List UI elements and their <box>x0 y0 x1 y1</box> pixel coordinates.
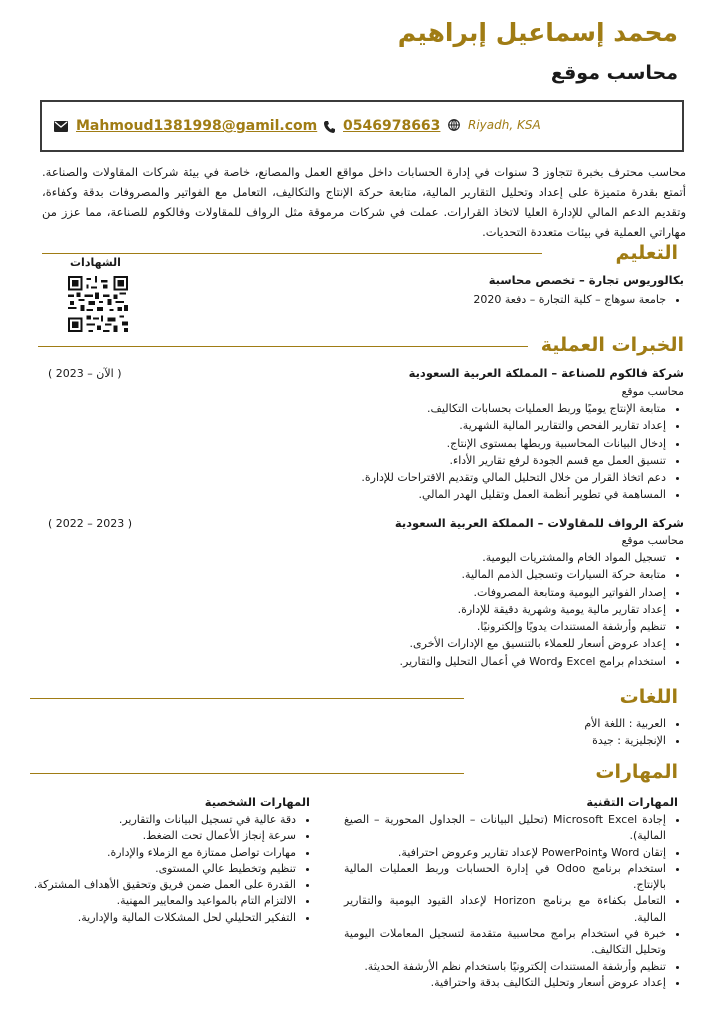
education-divider <box>42 253 542 254</box>
list-item: • متابعة حركة السيارات وتسجيل الذمم المالية. <box>184 566 666 583</box>
technical-skills-list <box>344 812 684 991</box>
list-item: • استخدام برنامج Odoo في إدارة الحسابات وربط العمليات المالية بالإنتاج. <box>344 861 666 894</box>
experience-title: الخبرات العملية <box>540 334 684 356</box>
list-item: • التعامل بكفاءة مع برنامج Horizon لإعداد القيود اليومية والتقارير المالية. <box>344 893 666 926</box>
list-item: • الالتزام التام بالمواعيد والمعايير المهنية. <box>18 893 296 909</box>
skills-title: المهارات <box>595 761 678 783</box>
list-item: • سرعة إنجاز الأعمال تحت الضغط. <box>18 828 296 844</box>
job-1-tasks <box>184 400 684 504</box>
job-1-role: محاسب موقع <box>621 385 684 398</box>
skills-divider <box>30 773 464 774</box>
location-contact <box>448 118 541 132</box>
list-item: • استخدام برامج Excel وWord في أعمال التحليل والتقارير. <box>184 653 666 670</box>
email-contact <box>54 118 317 134</box>
list-item: • إعداد عروض أسعار وتحليل التكاليف بدقة واحترافية. <box>344 975 666 991</box>
candidate-name: محمد إسماعيل إبراهيم <box>397 18 678 47</box>
list-item: • مهارات تواصل ممتازة مع الزملاء والإدارة. <box>18 845 296 861</box>
list-item: • متابعة الإنتاج يوميًا وربط العمليات بحسابات التكاليف. <box>184 400 666 417</box>
list-item: • جامعة سوهاج – كلية التجارة – دفعة 2020 <box>384 291 666 308</box>
education-degree: بكالوريوس تجارة – تخصص محاسبة <box>488 273 684 287</box>
education-title: التعليم <box>615 242 678 264</box>
professional-summary: محاسب محترف بخبرة تتجاوز 3 سنوات في إدارة الحسابات داخل مواقع العمل والمصانع، خاصة في بيئة شركات المقاولات والصناعة. أتمتع بقدرة متميزة على إعداد وتحليل التقارير المالية، متابعة حركة الإنتاج والتكاليف، التعامل مع الفواتير والمصروفات بدقة وكفاءة، وتقديم الدعم المالي للإدارة العليا لاتخاذ القرارات. عملت في شركات مرموقة مثل الرواف للمقاولات وفالكوم للصناعة، مما عزز من مهاراتي العملية في بيئات متعددة التحديات. <box>42 165 686 239</box>
experience-divider <box>38 346 528 347</box>
list-item: • العربية : اللغة الأم <box>384 715 666 732</box>
list-item: • تنظيم وأرشفة المستندات يدويًا وإلكترونيًا. <box>184 618 666 635</box>
list-item: • تنظيم وأرشفة المستندات إلكترونيًا باستخدام نظم الأرشفة الحديثة. <box>344 959 666 975</box>
list-item: • تسجيل المواد الخام والمشتريات اليومية. <box>184 549 666 566</box>
languages-title: اللغات <box>619 686 678 708</box>
technical-skills-title: المهارات التقنية <box>586 795 678 809</box>
list-item: • التفكير التحليلي لحل المشكلات المالية والإدارية. <box>18 910 296 926</box>
contact-box <box>40 100 684 152</box>
list-item: • دعم اتخاذ القرار من خلال التحليل المالي وتقديم الاقتراحات للإدارة. <box>184 469 666 486</box>
list-item: • الإنجليزية : جيدة <box>384 732 666 749</box>
location-text: Riyadh, KSA <box>468 118 541 132</box>
languages-list <box>384 715 684 750</box>
list-item: • خبرة في استخدام برامج محاسبية متقدمة لتسجيل المعاملات اليومية وتحليل التكاليف. <box>344 926 666 959</box>
personal-skills-list <box>18 812 314 926</box>
mail-icon <box>54 121 68 132</box>
job-2-date: ( 2022 – 2023 ) <box>48 517 133 530</box>
job-1-date: ( 2023 – الآن ) <box>48 367 122 380</box>
certificates-label: الشهادات <box>70 256 121 269</box>
phone-link[interactable]: 0546978663 <box>343 118 441 134</box>
list-item: • إعداد تقارير مالية يومية وشهرية دقيقة للإدارة. <box>184 601 666 618</box>
globe-icon <box>448 119 460 131</box>
personal-skills-title: المهارات الشخصية <box>204 795 310 809</box>
list-item: • إعداد عروض أسعار للعملاء بالتنسيق مع الإدارات الأخرى. <box>184 635 666 652</box>
education-list <box>384 291 684 308</box>
job-2-company: شركة الرواف للمقاولات – المملكة العربية السعودية <box>394 516 684 530</box>
list-item: • المساهمة في تطوير أنظمة العمل وتقليل الهدر المالي. <box>184 486 666 503</box>
job-title: محاسب موقع <box>550 62 678 84</box>
qr-code-icon[interactable] <box>68 276 128 332</box>
job-2-role: محاسب موقع <box>621 534 684 547</box>
list-item: • إصدار الفواتير اليومية ومتابعة المصروفات. <box>184 584 666 601</box>
job-1-company: شركة فالكوم للصناعة – المملكة العربية السعودية <box>408 366 684 380</box>
phone-contact <box>324 118 440 134</box>
list-item: • تنظيم وتخطيط عالي المستوى. <box>18 861 296 877</box>
list-item: • القدرة على العمل ضمن فريق وتحقيق الأهداف المشتركة. <box>18 877 296 893</box>
list-item: • إتقان Word وPowerPoint لإعداد تقارير وعروض احترافية. <box>344 845 666 861</box>
list-item: • دقة عالية في تسجيل البيانات والتقارير. <box>18 812 296 828</box>
languages-divider <box>30 698 464 699</box>
list-item: • تنسيق العمل مع قسم الجودة لرفع تقارير الأداء. <box>184 452 666 469</box>
email-link[interactable]: Mahmoud1381998@gamil.com <box>76 118 318 134</box>
list-item: • إعداد تقارير الفحص والتقارير المالية الشهرية. <box>184 417 666 434</box>
job-2-tasks <box>184 549 684 670</box>
list-item: • إجادة Microsoft Excel (تحليل البيانات – الجداول المحورية – الصيغ المالية). <box>344 812 666 845</box>
phone-icon <box>324 120 335 133</box>
list-item: • إدخال البيانات المحاسبية وربطها بمستوى الإنتاج. <box>184 435 666 452</box>
